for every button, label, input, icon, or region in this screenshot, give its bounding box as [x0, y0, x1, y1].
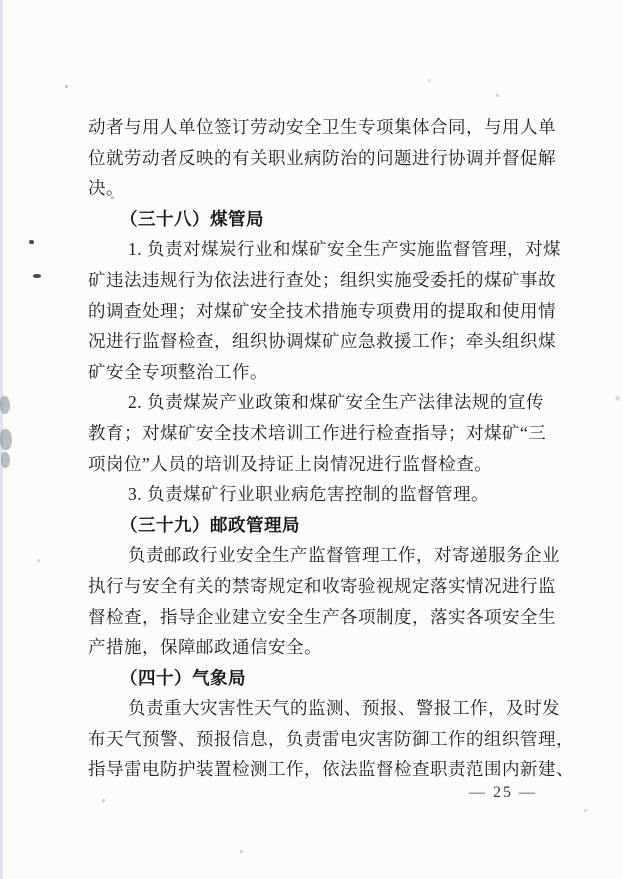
section-heading-39: （三十九）邮政管理局 — [120, 514, 300, 535]
edge-smudge — [0, 396, 10, 414]
scan-noise — [0, 0, 1, 1]
text-line: 督检查，指导企业建立安全生产各项制度，落实各项安全生 — [88, 606, 556, 627]
text-line: 2. 负责煤炭产业政策和煤矿安全生产法律法规的宣传 — [128, 392, 544, 413]
edge-smudge — [0, 429, 12, 450]
text-line: 矿安全专项整治工作。 — [88, 361, 268, 382]
text-line: 执行与安全有关的禁寄规定和收寄验视规定落实情况进行监 — [88, 575, 556, 596]
text-line: 项岗位”人员的培训及持证上岗情况进行监督检查。 — [88, 453, 493, 474]
text-line: 指导雷电防护装置检测工作，依法监督检查职责范围内新建、 — [88, 759, 574, 780]
section-heading-40: （四十）气象局 — [120, 667, 246, 688]
text-line: 的调查处理；对煤矿安全技术措施专项费用的提取和使用情 — [88, 300, 556, 321]
ink-speck — [29, 240, 34, 244]
section-heading-38: （三十八）煤管局 — [120, 208, 264, 229]
text-line: 负责重大灾害性天气的监测、预报、警报工作，及时发 — [128, 698, 560, 719]
ink-speck — [33, 274, 41, 278]
text-line: 教育；对煤矿安全技术培训工作进行检查指导；对煤矿“三 — [88, 422, 547, 443]
text-line: 动者与用人单位签订劳动安全卫生专项集体合同，与用人单 — [88, 117, 556, 137]
text-line: 决。 — [88, 178, 124, 199]
text-line: 矿违法违规行为依法进行查处；组织实施受委托的煤矿事故 — [88, 269, 556, 290]
text-line: 布天气预警、预报信息，负责雷电灾害防御工作的组织管理， — [88, 728, 574, 749]
document-text-block — [88, 112, 574, 785]
page-number: — 25 — — [469, 784, 537, 801]
text-line: 位就劳动者反映的有关职业病防治的问题进行协调并督促解 — [88, 147, 556, 168]
text-line: 负责邮政行业安全生产监督管理工作，对寄递服务企业 — [128, 545, 560, 566]
text-line: 3. 负责煤矿行业职业病危害控制的监督管理。 — [128, 484, 489, 505]
text-line: 产措施，保障邮政通信安全。 — [88, 637, 322, 658]
edge-smudge — [1, 452, 10, 468]
text-line: 况进行监督检查，组织协调煤矿应急救援工作；牵头组织煤 — [88, 331, 556, 352]
text-line: 1. 负责对煤炭行业和煤矿安全生产实施监督管理，对煤 — [128, 239, 561, 260]
